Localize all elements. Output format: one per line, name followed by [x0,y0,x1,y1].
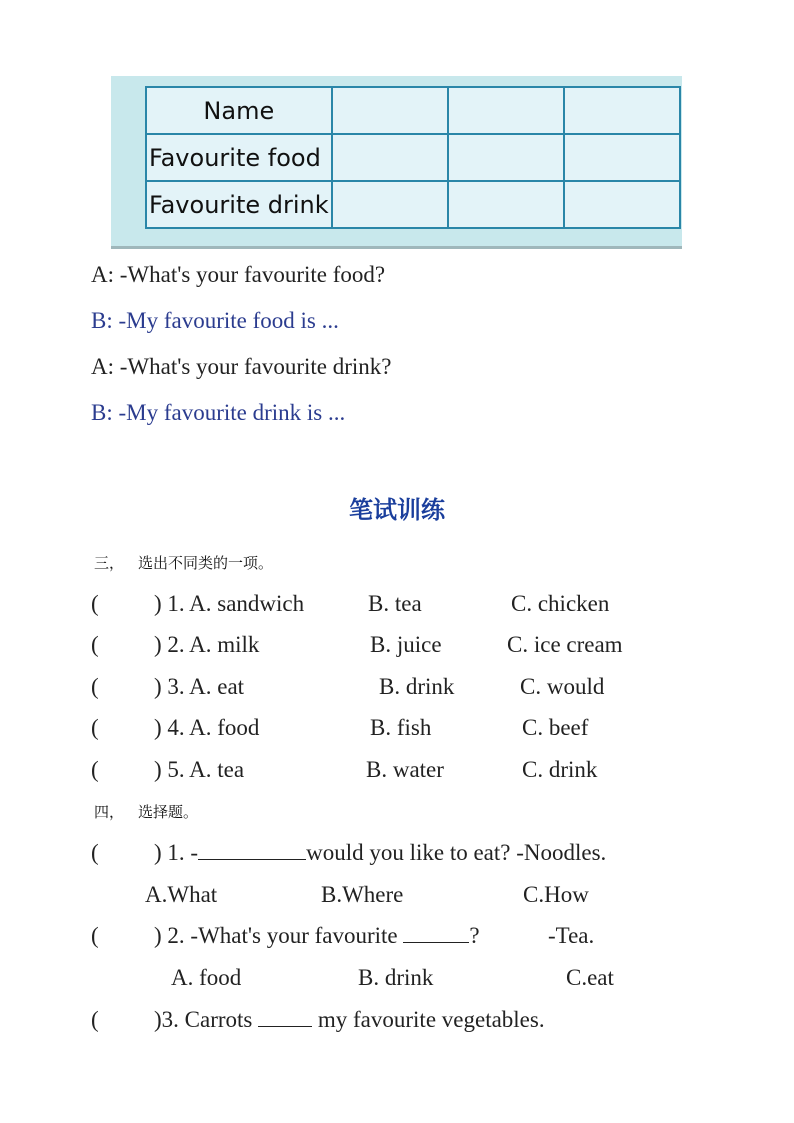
table-cell[interactable] [448,181,564,228]
option-c: C. drink [522,757,598,782]
dialogue-line-b2: B: -My favourite drink is ... [91,400,346,425]
question-text [154,923,480,949]
option-b: B. fish [370,715,432,740]
option-c: C. ice cream [507,632,623,657]
section-3-title [94,552,273,573]
option-b: B. drink [358,965,434,990]
option-a: A. food [171,965,242,990]
table-row [146,87,680,134]
answer-paren[interactable]: ( [91,591,99,616]
option-c: C.eat [566,965,614,990]
option-c: C. chicken [511,591,610,616]
question-suffix: would you like to eat? -Noodles. [306,840,607,865]
row-label-favourite-drink: Favourite drink [146,181,332,228]
question-suffix: ? [469,923,480,948]
answer-paren[interactable]: ( [91,840,99,865]
answer-paren[interactable]: ( [91,923,99,948]
answer-paren[interactable]: ( [91,632,99,657]
table-cell[interactable] [564,134,680,181]
answer-text: -Tea. [548,923,595,948]
section-instruction: 选择题。 [138,803,199,821]
table-row [146,181,680,228]
option-b: B.Where [321,882,404,907]
answer-paren[interactable]: ( [91,674,99,699]
question-text [154,840,606,866]
option-c: C.How [523,882,589,907]
table-row [146,134,680,181]
fill-blank[interactable] [403,924,469,943]
option-b: B. water [366,757,444,782]
option-b: B. juice [370,632,442,657]
answer-paren[interactable]: ( [91,757,99,782]
option-c: C. beef [522,715,589,740]
option-b: B. tea [368,591,422,616]
section-number: 三， [94,554,125,572]
survey-table [145,86,681,229]
question-prefix: )3. Carrots [154,1007,253,1032]
option-a: ) 1. A. sandwich [154,591,305,616]
table-cell[interactable] [448,134,564,181]
table-cell[interactable] [564,87,680,134]
section-instruction: 选出不同类的一项。 [138,554,274,572]
table-cell[interactable] [564,181,680,228]
survey-table-panel [111,76,682,246]
section-4-title [94,801,198,822]
table-cell[interactable] [332,134,448,181]
option-a: ) 2. A. milk [154,632,260,657]
option-a: ) 4. A. food [154,715,260,740]
question-prefix: ) 1. - [154,840,199,865]
dialogue-line-b1: B: -My favourite food is ... [91,308,339,333]
option-a: A.What [145,882,218,907]
section-heading: 笔试训练 [349,496,445,524]
question-text [154,1007,545,1033]
fill-blank[interactable] [198,841,306,860]
answer-paren[interactable]: ( [91,1007,99,1032]
fill-blank[interactable] [258,1008,312,1027]
table-cell[interactable] [332,87,448,134]
question-prefix: ) 2. -What's your favourite [154,923,398,948]
option-b: B. drink [379,674,455,699]
dialogue-line-a2: A: -What's your favourite drink? [91,354,392,379]
row-label-name: Name [146,87,332,134]
question-suffix: my favourite vegetables. [317,1007,545,1032]
table-cell[interactable] [448,87,564,134]
dialogue-line-a1: A: -What's your favourite food? [91,262,386,287]
answer-paren[interactable]: ( [91,715,99,740]
option-a: ) 5. A. tea [154,757,245,782]
option-c: C. would [520,674,605,699]
table-cell[interactable] [332,181,448,228]
row-label-favourite-food: Favourite food [146,134,332,181]
option-a: ) 3. A. eat [154,674,245,699]
section-number: 四， [94,803,125,821]
